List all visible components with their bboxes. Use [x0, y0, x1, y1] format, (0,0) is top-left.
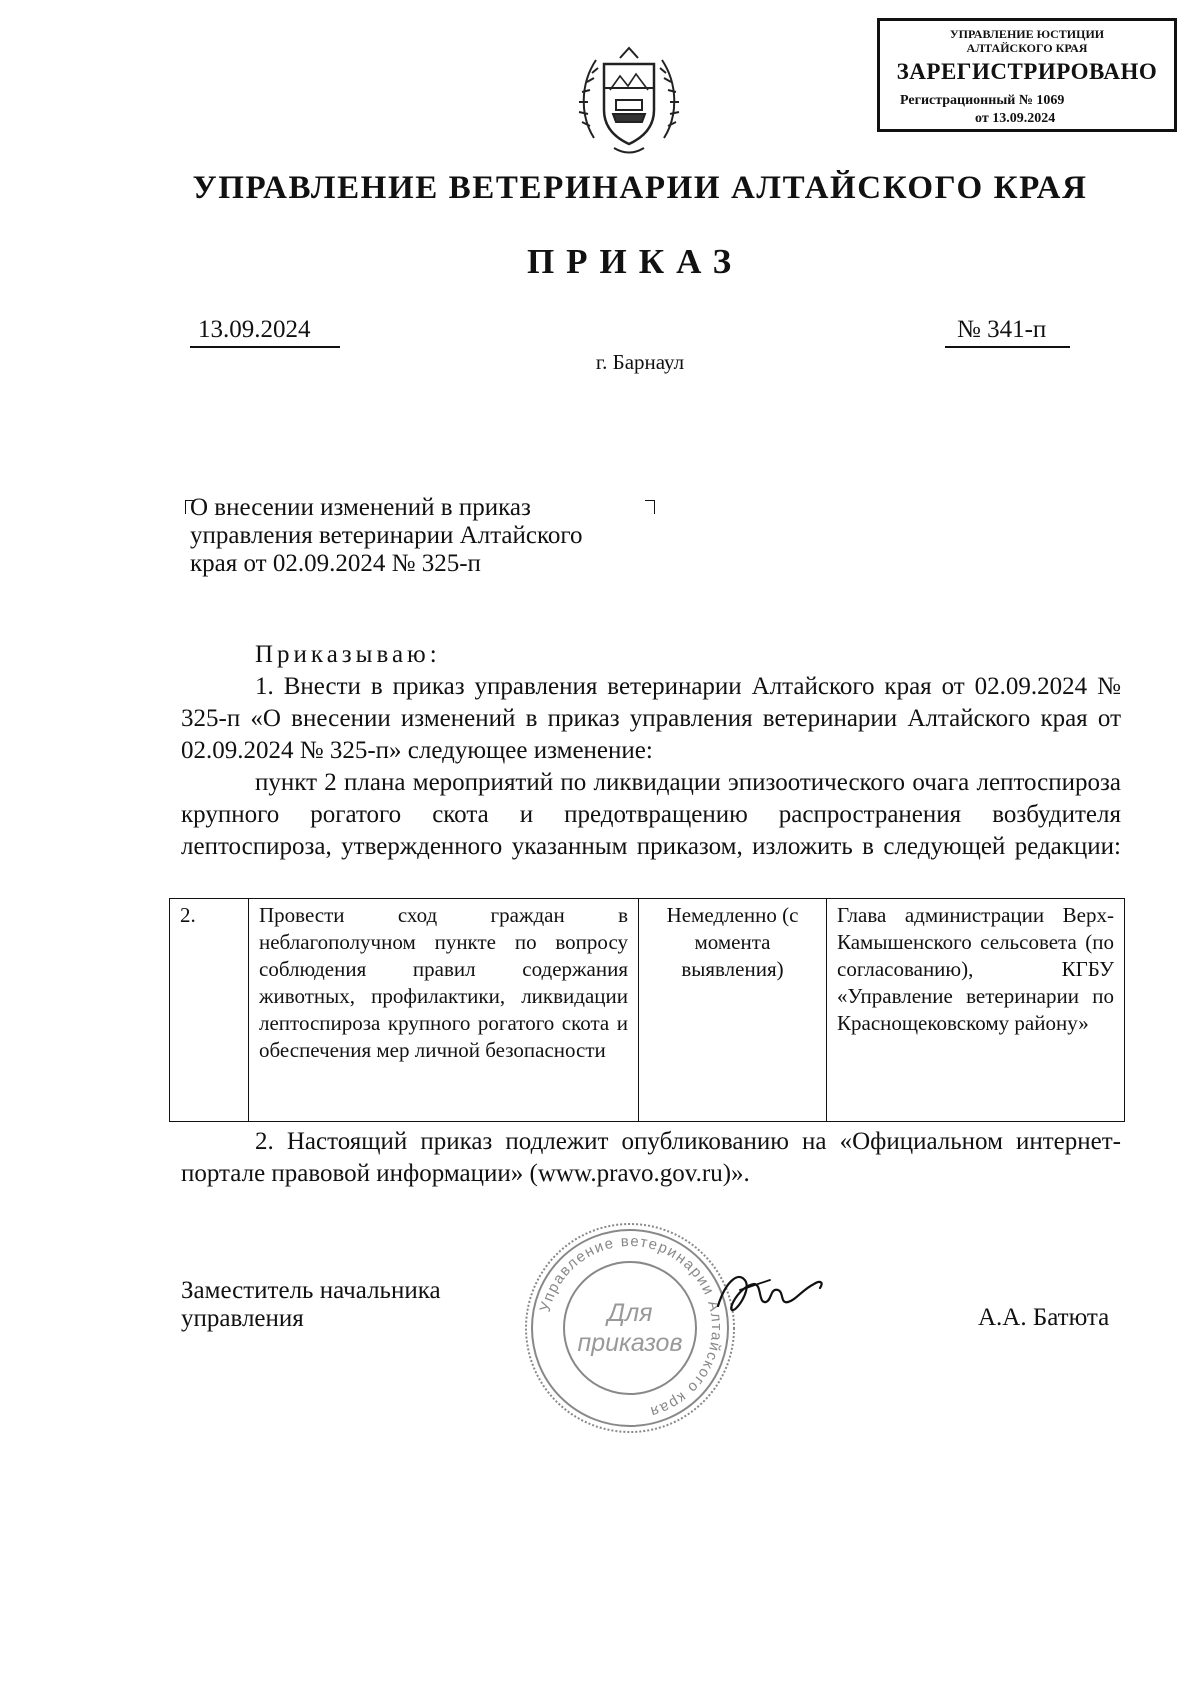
- order-preamble: Приказываю:: [255, 641, 441, 668]
- order-item-2: 2. Настоящий приказ подлежит опубликованию на «Официальном интернет-портале правовой информации» (www.pravo.gov.ru)».: [181, 1128, 1121, 1187]
- subject-line: края от 02.09.2024 № 325-п: [190, 550, 481, 577]
- signatory-position: Заместитель начальника управления: [181, 1277, 441, 1332]
- document-subject: [190, 494, 670, 578]
- order-body: [181, 639, 1121, 863]
- order-item-1: 1. Внести в приказ управления ветеринарии Алтайского края от 02.09.2024 № 325-п «О внесении изменений в приказ управления ветеринарии Алтайского края от 02.09.2024 № 325-п» следующее изменение:: [181, 673, 1121, 764]
- registration-stamp: [877, 18, 1177, 132]
- table-cell-action: Провести сход граждан в неблагополучном пункте по вопросу соблюдения правил содержания животных, профилактики, ликвидации лептоспироза крупного рогатого скота и обеспечения мер личной безопасности: [249, 899, 639, 1122]
- subject-line: управления ветеринарии Алтайского: [190, 522, 583, 549]
- stamp-reg-date: от 13.09.2024: [975, 111, 1056, 126]
- table-cell-number: 2.: [170, 899, 249, 1122]
- stamp-reg-number: Регистрационный № 1069: [900, 93, 1065, 108]
- subject-line: О внесении изменений в приказ: [190, 494, 531, 521]
- seal-ring-text: Управление ветеринарии Алтайского края: [536, 1232, 726, 1421]
- round-seal: [520, 1218, 740, 1438]
- order-body-continued: [181, 1126, 1121, 1190]
- order-item-1-detail: пункт 2 плана мероприятий по ликвидации эпизоотического очага лептоспироза крупного рогатого скота и предотвращению распространения возбудителя лептоспироза, утвержденного указанным приказом, изложить в следующей редакции:: [181, 769, 1121, 860]
- organization-title: УПРАВЛЕНИЕ ВЕТЕРИНАРИИ АЛТАЙСКОГО КРАЯ: [192, 170, 1088, 206]
- document-number: № 341-п: [957, 316, 1047, 343]
- table-cell-responsible: Глава администрации Верх-Камышенского сельсовета (по согласованию), КГБУ «Управление ветеринарии по Краснощековскому району»: [827, 899, 1125, 1122]
- document-date: 13.09.2024: [198, 316, 311, 343]
- seal-center-line: Для: [607, 1299, 653, 1327]
- signatory-name: А.А. Батюта: [978, 1304, 1110, 1331]
- handwritten-signature: [710, 1260, 830, 1330]
- coat-of-arms-icon: [576, 38, 682, 156]
- number-underline: [945, 346, 1070, 348]
- table-cell-deadline: Немедленно (с момента выявления): [639, 899, 827, 1122]
- stamp-authority: УПРАВЛЕНИЕ ЮСТИЦИИ АЛТАЙСКОГО КРАЯ: [949, 27, 1105, 55]
- seal-center-line: приказов: [577, 1329, 683, 1357]
- document-city: г. Барнаул: [595, 350, 685, 374]
- document-type-title: ПРИКАЗ: [526, 242, 744, 281]
- stamp-status: ЗАРЕГИСТРИРОВАНО: [896, 59, 1158, 84]
- plan-table: [169, 898, 1125, 1122]
- date-underline: [190, 346, 340, 348]
- table-row: [170, 899, 1125, 1122]
